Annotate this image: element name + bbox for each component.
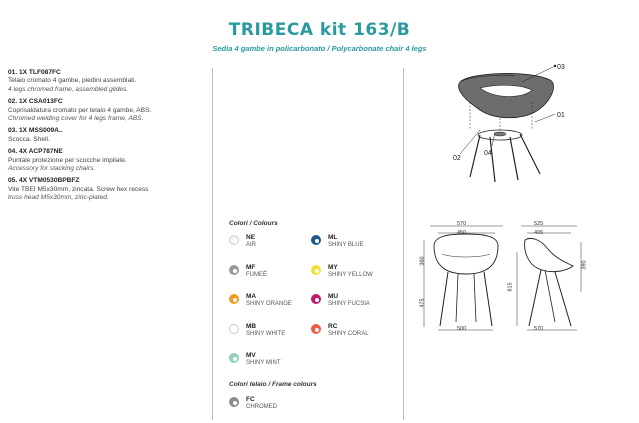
product-title: TRIBECA kit 163/B (228, 20, 411, 40)
side-view-drawing (515, 222, 615, 334)
dim-front-top: 570 (457, 221, 467, 227)
colour-swatch-mu (311, 293, 370, 308)
colour-name: AIR (246, 242, 257, 248)
colour-code: RC (328, 322, 338, 330)
colour-name: SHINY ORANGE (246, 301, 292, 307)
part-description: truss head M5x30mm, zinc-plated. (8, 194, 109, 202)
colour-swatch-ma (229, 293, 292, 308)
colour-dot (311, 265, 321, 275)
colour-swatch-mf (229, 264, 267, 279)
colour-name: SHINY YELLOW (328, 271, 373, 278)
part-item (8, 148, 208, 173)
part-description: Telaio cromato 4 gambe, piedini assemblati. (8, 77, 137, 85)
dim-side-h2: 815 (507, 282, 514, 292)
part-code: 01. 1X TLF087FC (8, 69, 61, 76)
part-item (8, 69, 208, 94)
colour-code: MU (328, 293, 339, 300)
part-description: Puntale protezione per scocche impilate. (8, 156, 127, 164)
part-code: 05. 4X VTM0530BPBFZ (8, 177, 80, 185)
part-description: 4 legs chromed frame, assembled glides. (8, 85, 129, 93)
colour-name: SHINY BLUE (328, 242, 364, 248)
dim-side-mid: 405 (534, 230, 544, 236)
callout-04: 04 (484, 150, 492, 157)
part-description: Scocca. Shell. (8, 135, 50, 143)
colour-code: MA (246, 293, 257, 300)
colours-title: Colori / Colours (229, 220, 278, 227)
colour-dot (229, 353, 239, 363)
colour-swatch-ml (311, 234, 364, 249)
callout-02: 02 (453, 155, 461, 162)
part-item (8, 98, 208, 123)
colour-code: MV (246, 352, 256, 359)
dim-side-h1: 390 (581, 260, 588, 270)
callout-01: 01 (557, 112, 565, 119)
colour-dot (229, 294, 239, 304)
colour-dot (229, 265, 239, 275)
part-code: 02. 1X CSA013FC (8, 98, 63, 106)
colour-dot (229, 397, 239, 407)
colour-dot (311, 294, 321, 304)
part-description: Vite TBEI M5x30mm, zincata. Screw hex recess (8, 185, 149, 193)
front-view-drawing (418, 222, 513, 334)
colour-swatch-my (311, 264, 373, 279)
colour-name: FUMEÈ (246, 271, 267, 278)
colour-code: FC (246, 396, 255, 403)
colour-dot (229, 235, 239, 245)
colour-code: MB (246, 322, 257, 330)
dim-front-h1: 360 (419, 256, 426, 266)
colour-swatch-fc (229, 396, 277, 411)
frame-colours-title: Colori telaio / Frame colours (229, 381, 317, 388)
colour-swatch-rc (311, 323, 369, 338)
product-subtitle: Sedia 4 gambe in policarbonato / Polycarbonate chair 4 legs (212, 44, 427, 53)
dim-side-base: 570 (534, 326, 544, 332)
dim-side-top: 525 (534, 221, 544, 227)
part-description: Accessory for stacking chairs. (8, 165, 96, 173)
colour-swatch-mv (229, 352, 281, 367)
dim-front-mid: 450 (457, 230, 467, 236)
part-description: Chromed welding cover for 4 legs frame, ABS. (8, 115, 144, 123)
colour-dot (229, 324, 239, 334)
colour-swatch-mb (229, 323, 285, 338)
part-description: Coprisaldatura cromato per telaio 4 gambe, ABS. (8, 106, 152, 114)
colour-dot (311, 235, 321, 245)
divider-right (403, 68, 404, 420)
callout-03: 03 (557, 64, 565, 71)
colour-name: SHINY FUCSIA (328, 301, 370, 307)
parts-list (8, 69, 208, 207)
colour-code: MY (328, 263, 338, 271)
colour-name: SHINY WHITE (246, 330, 286, 337)
dim-front-base: 500 (457, 326, 467, 332)
colour-swatch-ne (229, 234, 256, 249)
colour-dot (311, 324, 321, 334)
colour-name: CHROMED (246, 404, 277, 410)
part-item (8, 177, 208, 202)
part-code: 03. 1X MSS009A.. (8, 127, 63, 135)
colour-code: MF (246, 263, 256, 271)
exploded-chair-illustration (440, 62, 610, 187)
part-item (8, 127, 208, 144)
divider-left (212, 68, 213, 420)
colour-name: SHINY CORAL (328, 330, 369, 337)
colour-code: NE (246, 234, 256, 241)
part-code: 04. 4X ACP787NE (8, 148, 63, 156)
dim-front-h2: 475 (419, 298, 426, 308)
colour-name: SHINY MINT (246, 360, 281, 366)
colour-code: ML (328, 234, 338, 241)
